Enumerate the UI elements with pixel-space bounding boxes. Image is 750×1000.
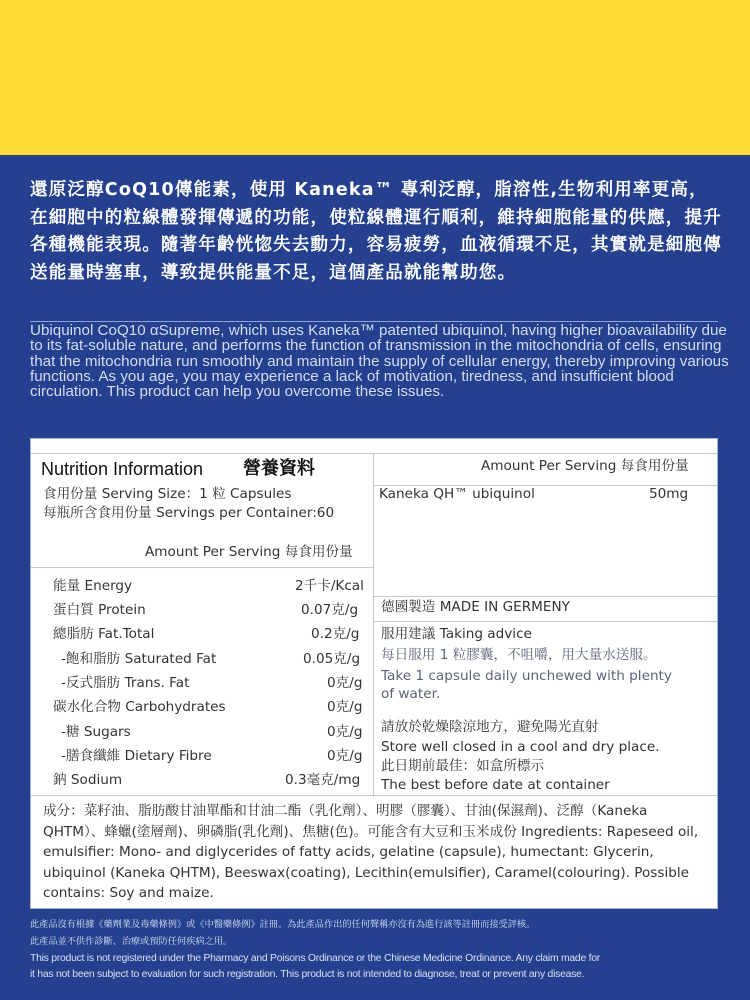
nutrient-name: -糖 Sugars: [61, 724, 131, 740]
header-top-line: [31, 453, 717, 454]
amount-header-line: [31, 567, 373, 568]
storage-zh: 請放於乾燥陰涼地方，避免陽光直射: [381, 719, 599, 735]
nutrient-name: -反式脂肪 Trans. Fat: [61, 675, 190, 691]
nutrient-value: 0.07克/g: [301, 602, 359, 618]
nutrient-value: 0克/g: [327, 748, 363, 764]
nutrient-name: -膳食纖維 Dietary Fibre: [61, 748, 212, 764]
nutrition-title-en: Nutrition Information: [41, 459, 204, 479]
active-amount: 50mg: [649, 486, 689, 502]
disclaimer-en-line1: This product is not registered under the Pharmacy and Poisons Ordinance or the Chinese Medicine Ordinance. Any claim made for: [30, 952, 600, 964]
nutrition-panel: [30, 438, 718, 909]
best-before-zh: 此日期前最佳：如盒所標示: [381, 758, 545, 774]
table-bottom-line: [31, 795, 717, 796]
column-divider: [373, 453, 374, 797]
disclaimer-zh-line2: 此產品並不供作診斷、治療或預防任何疾病之用。: [30, 935, 233, 947]
nutrient-value: 2千卡/Kcal: [295, 578, 364, 594]
nutrient-value: 0克/g: [327, 699, 363, 715]
top-banner: [0, 0, 750, 155]
disclaimer-en-line2: it has not been subject to evaluation for such registration. This product is not intended to diagnose, treat or prevent any disease.: [30, 969, 585, 981]
nutrient-name: 能量 Energy: [53, 578, 133, 594]
nutrition-title-zh: 營養資料: [243, 458, 315, 479]
advice-en-line1: Take 1 capsule daily unchewed with plenty: [381, 668, 672, 684]
active-ingredient: Kaneka QH™ ubiquinol: [379, 486, 535, 502]
advice-zh: 每日服用 1 粒膠囊，不咀嚼，用大量水送服。: [381, 647, 657, 663]
disclaimer: [30, 917, 730, 984]
origin: 德國製造 MADE IN GERMENY: [381, 599, 570, 615]
ingredients-en: Ingredients: Rapeseed oil, emulsifier: Mono- and diglycerides of fatty acids, gelatine (capsule), humectant: Glycerin, ubiquinol (Kaneka QHTM), Beeswax(coating), Lecithin(emulsifier), Caramel(colouring). Possible contains: Soy and maize.: [43, 823, 699, 902]
nutrient-value: 0克/g: [327, 675, 363, 691]
ingredients-zh: 成分：菜籽油、脂肪酸甘油單酯和甘油二酯（乳化劑）、明膠（膠囊）、甘油(保濕劑)、泛醇（Kaneka QHTM）、蜂蠟(塗層劑)、卵磷脂(乳化劑)、焦糖(色)。可能含有大豆和玉米成份: [43, 803, 648, 840]
nutrient-value: 0.05克/g: [303, 651, 361, 667]
best-before-en: The best before date at container: [381, 777, 610, 793]
disclaimer-zh-line1: 此產品沒有根據《藥劑業及毒藥條例》或《中醫藥條例》註冊。為此產品作出的任何聲稱亦沒有為進行該等註冊而接受評核。: [30, 919, 536, 930]
storage-en: Store well closed in a cool and dry place.: [381, 739, 660, 755]
origin-bottom-line: [373, 621, 717, 622]
nutrient-name: 總脂肪 Fat.Total: [53, 626, 155, 642]
advice-en-line2: of water.: [381, 686, 441, 702]
nutrient-value: 0.3毫克/mg: [285, 772, 361, 788]
nutrient-name: 蛋白質 Protein: [53, 602, 146, 618]
intro-chinese: 還原泛醇CoQ10傳能素，使用 Kaneka™ 專利泛醇，脂溶性,生物利用率更高，在細胞中的粒線體發揮傳遞的功能，使粒線體運行順利，維持細胞能量的供應，提升各種機能表現。隨著年齡恍惚失去動力，容易疲勞，血液循環不足，其實就是細胞傳送能量時塞車，導致提供能量不足，這個產品就能幫助您。: [30, 180, 722, 283]
nutrient-name: 碳水化合物 Carbohydrates: [53, 699, 226, 715]
nutrient-value: 0克/g: [327, 724, 363, 740]
advice-title: 服用建議 Taking advice: [381, 626, 532, 642]
amount-per-serving-header: Amount Per Serving 每食用份量: [145, 544, 353, 560]
nutrient-value: 0.2克/g: [311, 626, 360, 642]
active-amount-header: Amount Per Serving 每食用份量: [481, 458, 689, 474]
nutrient-name: 鈉 Sodium: [53, 772, 123, 788]
intro-english: Ubiquinol CoQ10 αSupreme, which uses Kaneka™ patented ubiquinol, having higher bioavailability due to its fat-soluble nature, and performs the function of transmission in the mitochondria of cells, ensuring that the mitochondria run smoothly and maintain the supply of cellular energy, thereby improving various functions. As you age, you may experience a lack of motivation, tiredness, and insufficient blood circulation. This product can help you overcome these issues.: [30, 322, 729, 401]
active-bottom-line: [373, 596, 717, 597]
servings-per-container: 每瓶所含食用份量 Servings per Container:60: [43, 505, 335, 521]
ingredients: [43, 801, 709, 904]
serving-size: 食用份量 Serving Size：1 粒 Capsules: [43, 486, 292, 502]
nutrient-name: -飽和脂肪 Saturated Fat: [61, 651, 217, 667]
